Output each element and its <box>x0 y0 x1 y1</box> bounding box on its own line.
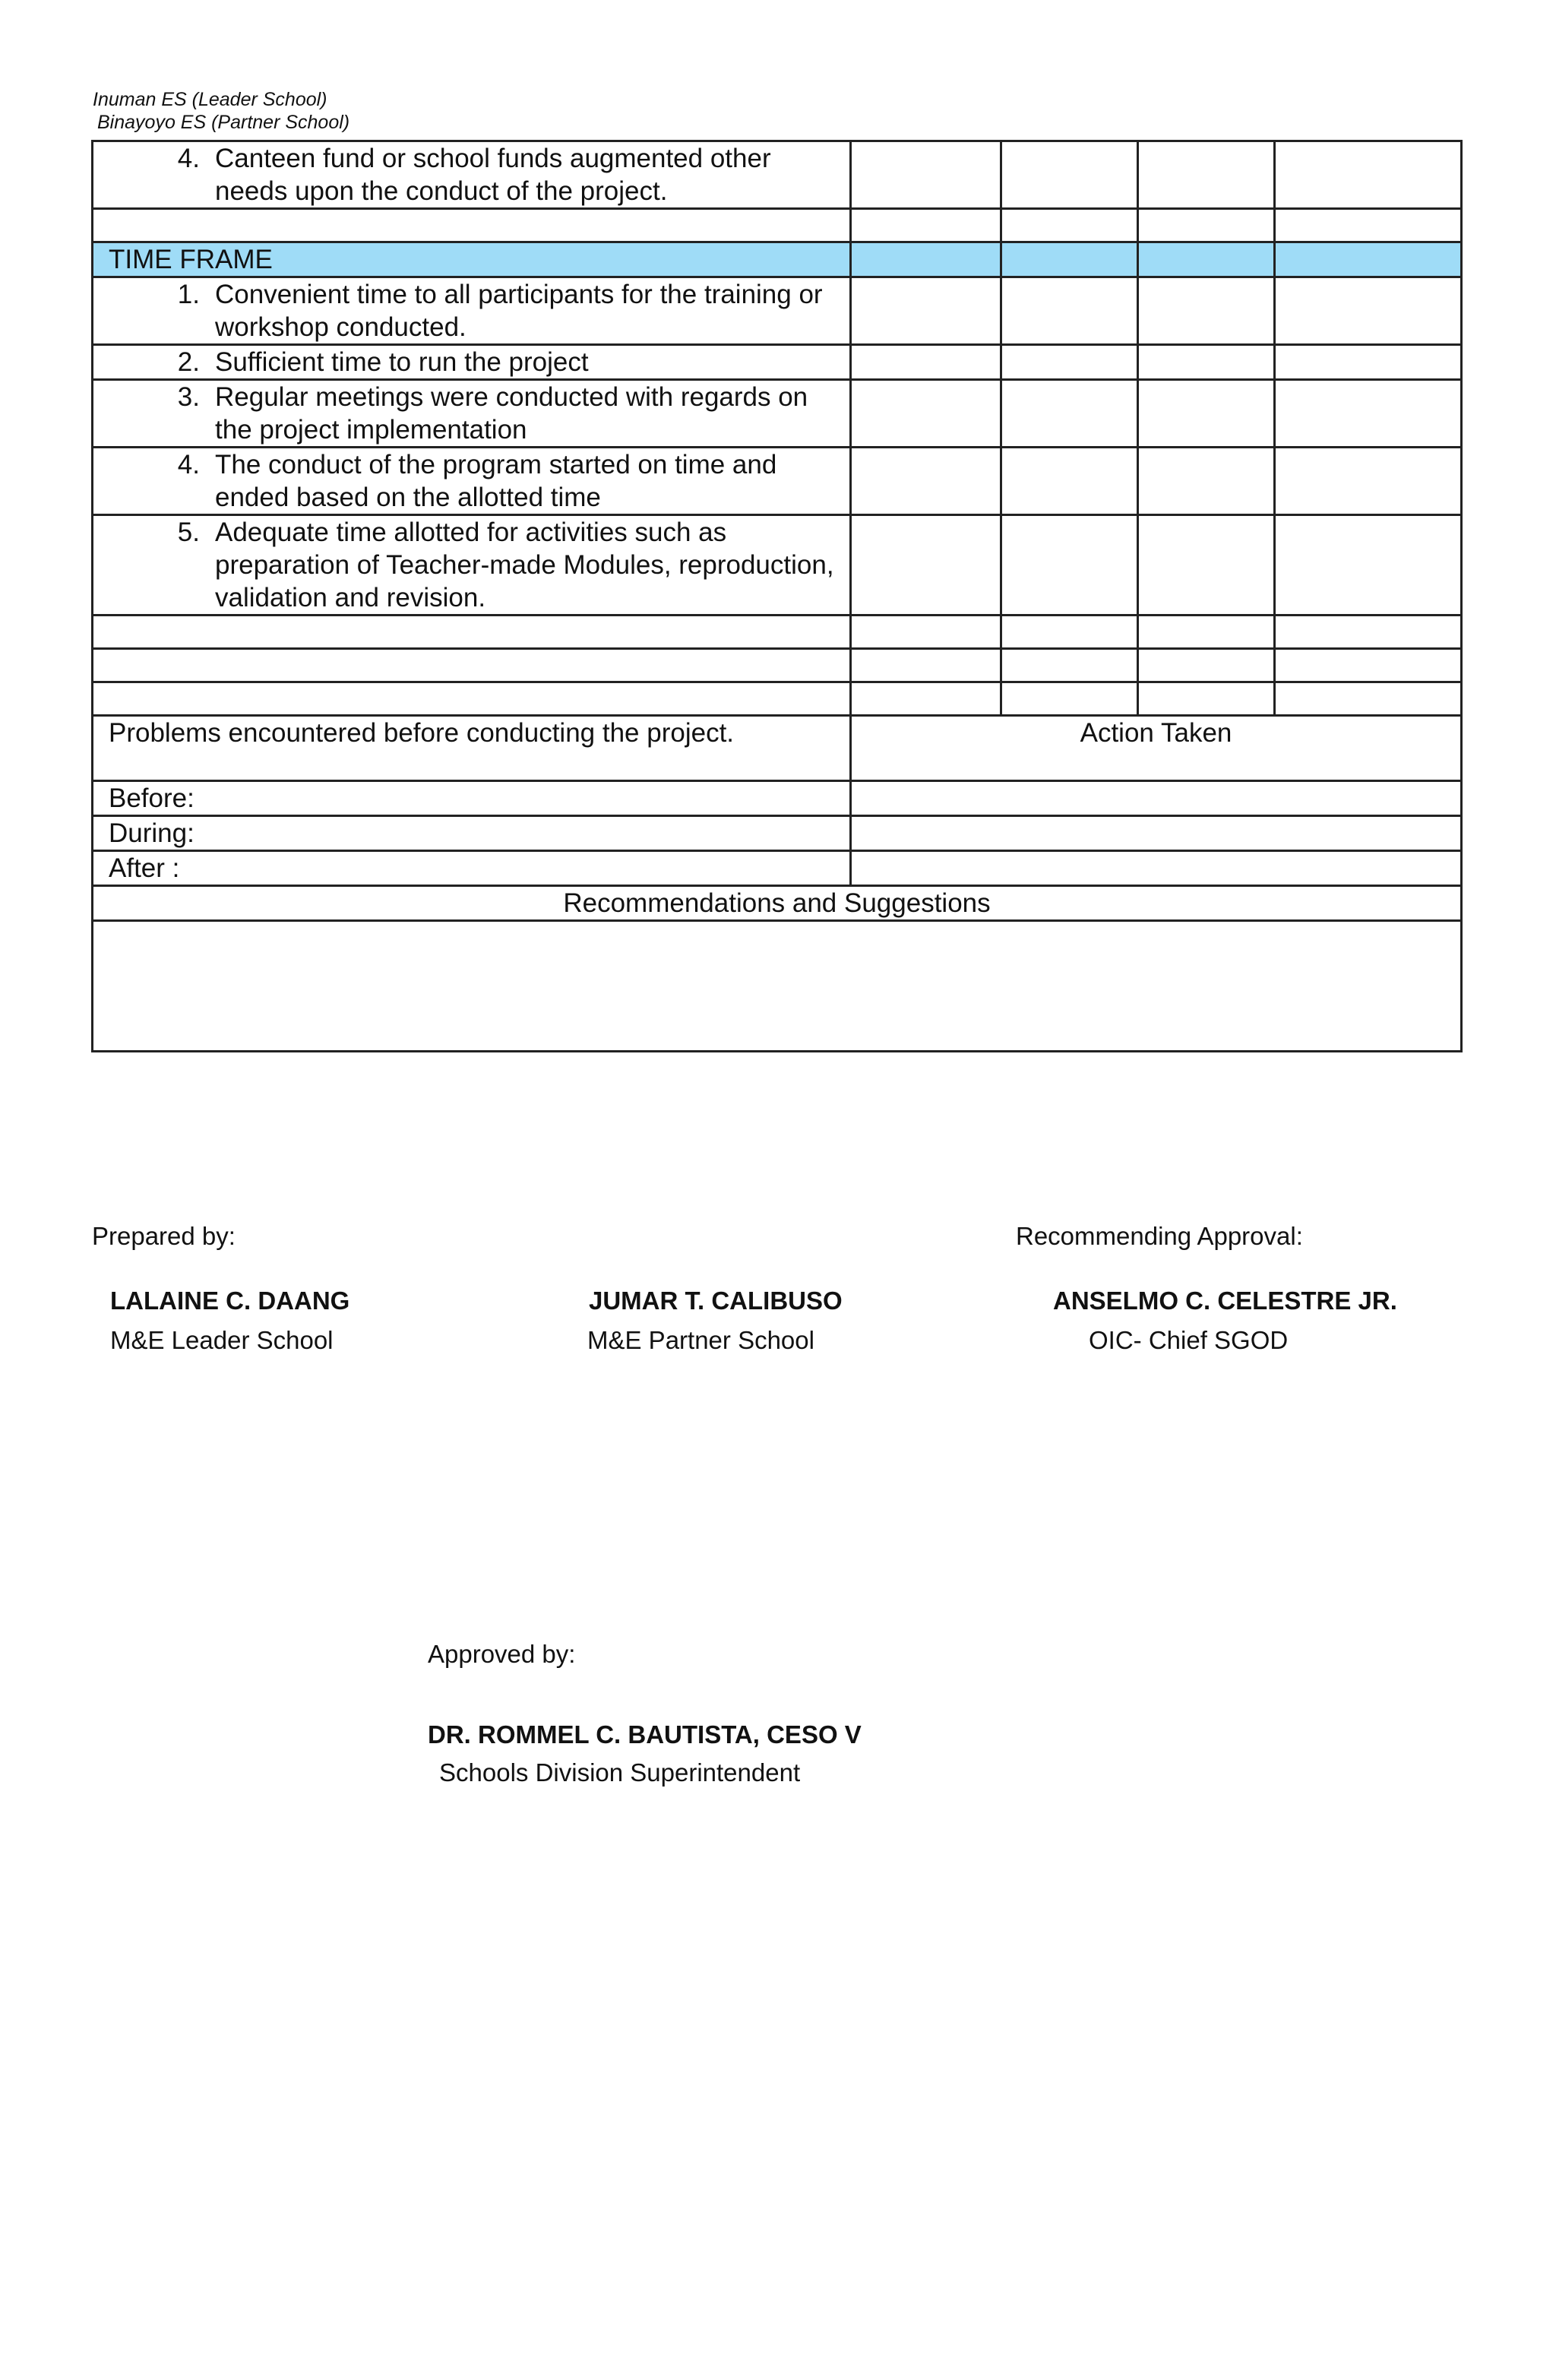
evaluation-table <box>91 140 1463 1052</box>
recommending-approval-label: Recommending Approval: <box>1016 1222 1303 1250</box>
criteria-text: Convenient time to all participants for the training or workshop conducted. <box>215 280 823 342</box>
rating-cell[interactable] <box>851 616 1001 649</box>
rating-cell[interactable] <box>1138 682 1275 716</box>
rating-cell[interactable] <box>851 345 1001 380</box>
rating-cell[interactable] <box>1275 277 1462 345</box>
during-label: During: <box>93 816 851 851</box>
rating-cell[interactable] <box>1275 649 1462 682</box>
after-label: After : <box>93 851 851 886</box>
criteria-text: Canteen fund or school funds augmented other needs upon the conduct of the project. <box>215 144 771 206</box>
before-label: Before: <box>93 781 851 816</box>
approver-name: DR. ROMMEL C. BAUTISTA, CESO V <box>428 1720 862 1749</box>
table-row <box>93 682 1462 716</box>
rating-cell[interactable] <box>1138 141 1275 209</box>
criteria-text: Sufficient time to run the project <box>215 347 589 377</box>
rating-cell[interactable] <box>1001 345 1138 380</box>
signatory-title: M&E Leader School <box>110 1326 334 1354</box>
rating-cell[interactable] <box>851 682 1001 716</box>
table-row <box>93 886 1462 921</box>
signatory-name: ANSELMO C. CELESTRE JR. <box>1053 1287 1397 1315</box>
rating-cell[interactable] <box>1138 277 1275 345</box>
after-action-cell[interactable] <box>851 851 1462 886</box>
table-row: 5. Adequate time allotted for activities such as preparation of Teacher-made Modules, reproduction, validation and revision. <box>93 515 1462 616</box>
approver-title: Schools Division Superintendent <box>439 1758 801 1787</box>
criteria-text: Adequate time allotted for activities such as preparation of Teacher-made Modules, reproduction, validation and revision. <box>215 517 834 612</box>
leader-school-header: Inuman ES (Leader School) <box>93 89 327 110</box>
problems-label: Problems encountered before conducting the project. <box>93 716 851 781</box>
partner-school-header: Binayoyo ES (Partner School) <box>97 112 350 133</box>
table-row <box>93 649 1462 682</box>
rating-cell[interactable] <box>1001 380 1138 448</box>
rating-cell[interactable] <box>1275 380 1462 448</box>
rating-cell[interactable] <box>1275 616 1462 649</box>
rating-cell[interactable] <box>1001 209 1138 242</box>
rating-cell[interactable] <box>1001 141 1138 209</box>
rating-cell[interactable] <box>1138 649 1275 682</box>
rating-cell[interactable] <box>1275 209 1462 242</box>
rating-cell[interactable] <box>1138 616 1275 649</box>
rating-cell[interactable] <box>851 141 1001 209</box>
table-row: 2. Sufficient time to run the project <box>93 345 1462 380</box>
during-action-cell[interactable] <box>851 816 1462 851</box>
table-row <box>93 616 1462 649</box>
rating-cell[interactable] <box>1138 380 1275 448</box>
table-row <box>93 209 1462 242</box>
table-row: 4. The conduct of the program started on time and ended based on the allotted time <box>93 448 1462 515</box>
rating-cell[interactable] <box>1138 209 1275 242</box>
action-taken-label: Action Taken <box>851 716 1462 781</box>
rating-cell[interactable] <box>851 448 1001 515</box>
signatory-title: OIC- Chief SGOD <box>1089 1326 1289 1354</box>
table-row <box>93 921 1462 1052</box>
approved-by-label: Approved by: <box>428 1640 576 1668</box>
rating-cell[interactable] <box>1001 649 1138 682</box>
section-header-row <box>93 242 1462 277</box>
rating-cell[interactable] <box>1001 448 1138 515</box>
rating-cell[interactable] <box>1275 448 1462 515</box>
rating-cell[interactable] <box>1275 141 1462 209</box>
rating-cell[interactable] <box>851 515 1001 616</box>
criteria-text: The conduct of the program started on time and ended based on the allotted time <box>215 450 777 512</box>
rating-cell[interactable] <box>1001 277 1138 345</box>
rating-cell[interactable] <box>851 380 1001 448</box>
rating-cell[interactable] <box>1275 682 1462 716</box>
rating-cell[interactable] <box>1001 682 1138 716</box>
signatory-title: M&E Partner School <box>587 1326 814 1354</box>
rating-cell[interactable] <box>1001 515 1138 616</box>
rating-cell[interactable] <box>1001 616 1138 649</box>
before-action-cell[interactable] <box>851 781 1462 816</box>
rating-cell[interactable] <box>1138 448 1275 515</box>
recommendations-label: Recommendations and Suggestions <box>93 886 1462 921</box>
rating-cell[interactable] <box>851 277 1001 345</box>
rating-cell[interactable] <box>1138 515 1275 616</box>
criteria-cell: 4. Canteen fund or school funds augmented other needs upon the conduct of the project. <box>93 141 851 209</box>
prepared-by-label: Prepared by: <box>92 1222 236 1250</box>
table-row <box>93 816 1462 851</box>
table-row: 3. Regular meetings were conducted with regards on the project implementation <box>93 380 1462 448</box>
rating-cell[interactable] <box>851 209 1001 242</box>
criteria-text: Regular meetings were conducted with regards on the project implementation <box>215 382 808 445</box>
recommendations-cell[interactable] <box>93 921 1462 1052</box>
rating-cell[interactable] <box>1275 345 1462 380</box>
signatory-name: JUMAR T. CALIBUSO <box>589 1287 843 1315</box>
table-row: 1. Convenient time to all participants for the training or workshop conducted. <box>93 277 1462 345</box>
rating-cell[interactable] <box>851 649 1001 682</box>
rating-cell[interactable] <box>1138 345 1275 380</box>
signatory-name: LALAINE C. DAANG <box>110 1287 350 1315</box>
table-row <box>93 851 1462 886</box>
problems-header-row <box>93 716 1462 781</box>
table-row <box>93 781 1462 816</box>
section-title: TIME FRAME <box>93 242 851 277</box>
rating-cell[interactable] <box>1275 515 1462 616</box>
table-row <box>93 141 1462 209</box>
